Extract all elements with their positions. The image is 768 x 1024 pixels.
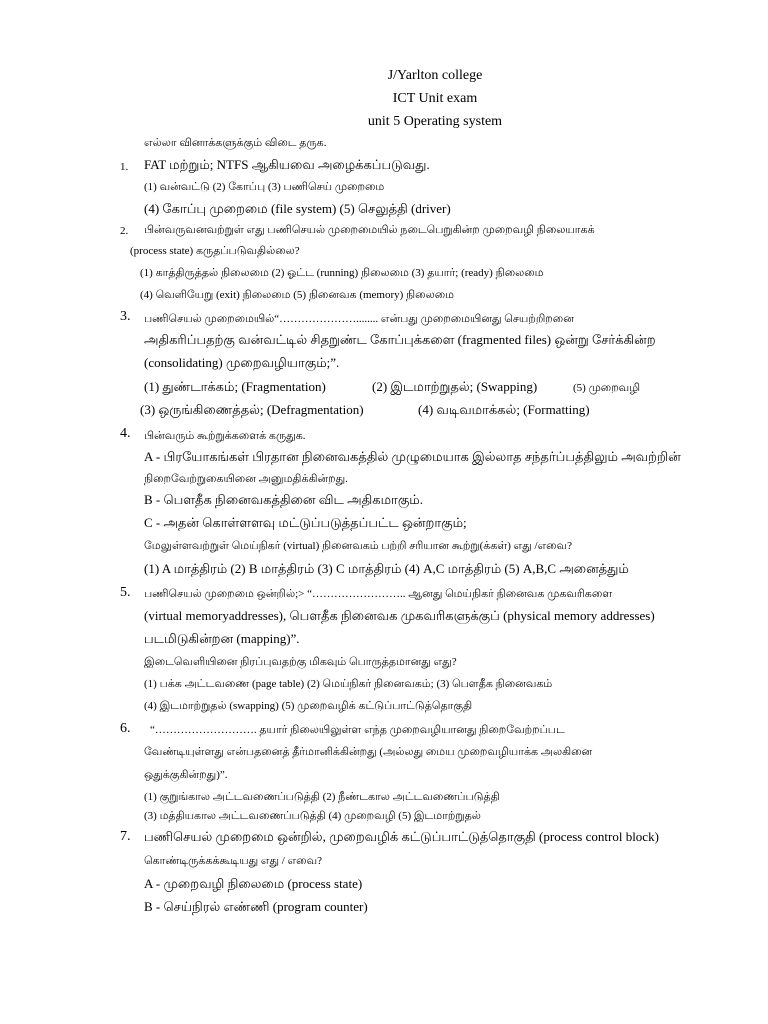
exam-title: ICT Unit exam — [392, 91, 478, 106]
q3-option-4: (4) வடிவமாக்கல்; (Formatting) — [418, 402, 590, 417]
q6-stem-line3: ஒதுக்குகின்றது)”. — [144, 769, 228, 781]
q1-options-a: (1) வன்வட்டு (2) கோப்பு (3) பணிசெய் முறைமை — [144, 181, 385, 193]
q7-item-a: A - முறைவழி நிலைமை (process state) — [144, 876, 363, 891]
q4-number: 4. — [120, 426, 131, 441]
q3-option-5: (5) முறைவழி — [573, 382, 641, 394]
q3-option-3: (3) ஒருங்கிணைத்தல்; (Defragmentation) — [140, 402, 364, 417]
q5-stem-line2: (virtual memoryaddresses), பௌதீக நினைவக முகவரிகளுக்குப் (physical memory addresses) — [144, 608, 655, 623]
q6-stem-line2: வேண்டியுள்ளது என்பதனைத் தீர்மானிக்கின்றது (அல்லது மைய முறைவழியாக்க அலகினை — [144, 746, 593, 758]
q2-number: 2. — [120, 225, 129, 237]
q6-number: 6. — [120, 721, 131, 736]
q7-number: 7. — [120, 829, 131, 844]
q7-item-b: B - செய்நிரல் எண்ணி (program counter) — [144, 899, 368, 914]
q3-number: 3. — [120, 309, 131, 324]
q2-options-a: (1) காத்திருத்தல் நிலைமை (2) ஓட்ட (running) நிலைமை (3) தயார்; (ready) நிலைமை — [140, 267, 544, 279]
college-name: J/Yarlton college — [387, 68, 483, 83]
instruction: எல்லா வினாக்களுக்கும் விடை தருக. — [144, 137, 327, 149]
q5-number: 5. — [120, 585, 131, 600]
q6-stem-line1: “………………………. தயார் நிலையிலுள்ள எந்த முறைவழியானது நிறைவேற்றப்பட — [150, 724, 565, 736]
q2-stem-line2: (process state) கருதப்படுவதில்லை? — [130, 245, 300, 257]
q1-options-b: (4) கோப்பு முறைமை (file system) (5) செலுத்தி (driver) — [144, 201, 451, 216]
q4-statement-a-line1: A - பிரயோகங்கள் பிரதான நினைவகத்தில் முழுமையாக இல்லாத சந்தர்ப்பத்திலும் அவற்றின் — [144, 449, 681, 464]
q3-stem-line3: (consolidating) முறைவழியாகும்;”. — [144, 355, 340, 370]
q4-statement-a-line2: நிறைவேற்றுகையினை அனுமதிக்கின்றது. — [144, 473, 348, 485]
q5-options-a: (1) பக்க அட்டவணை (page table) (2) மெய்நிகர் நினைவகம்; (3) பௌதீக நினைவகம் — [144, 678, 553, 690]
q4-statement-c: C - அதன் கொள்ளளவு மட்டுப்படுத்தப்பட்ட ஒன்றாகும்; — [144, 515, 467, 530]
q5-options-b: (4) இடமாற்றுதல் (swapping) (5) முறைவழிக் கட்டுப்பாட்டுத்தொகுதி — [144, 700, 473, 712]
q6-options-a: (1) குறுங்கால அட்டவணைப்படுத்தி (2) நீண்டகால அட்டவணைப்படுத்தி — [144, 791, 500, 803]
q4-options: (1) A மாத்திரம் (2) B மாத்திரம் (3) C மாத்திரம் (4) A,C மாத்திரம் (5) A,B,C அனைத்தும் — [144, 561, 629, 576]
q2-options-b: (4) வெளியேறு (exit) நிலைமை (5) நினைவக (memory) நிலைமை — [140, 289, 454, 301]
q5-stem-line1: பணிசெயல் முறைமை ஒன்றில்;> “…………………….. ஆனது மெய்நிகர் நினைவக முகவரிகளை — [144, 588, 613, 600]
q4-statement-b: B - பௌதீக நினைவகத்தினை விட அதிகமாகும். — [144, 492, 424, 507]
q4-stem: பின்வரும் கூற்றுக்களைக் கருதுக. — [144, 430, 306, 442]
q3-option-2: (2) இடமாற்றுதல்; (Swapping) — [372, 379, 538, 394]
q2-stem-line1: பின்வருவனவற்றுள் எது பணிசெயல் முறைமையில் நடைபெறுகின்ற முறைவழி நிலையாகக் — [144, 224, 595, 236]
q1-stem: FAT மற்றும்; NTFS ஆகியவை அழைக்கப்படுவது. — [144, 157, 430, 172]
q5-stem-line3: படமிடுகின்றன (mapping)”. — [144, 631, 300, 646]
q6-options-b: (3) மத்தியகால அட்டவணைப்படுத்தி (4) முறைவழி (5) இடமாற்றுதல் — [144, 810, 481, 822]
unit-title: unit 5 Operating system — [367, 114, 503, 129]
q7-stem-line1: பணிசெயல் முறைமை ஒன்றில், முறைவழிக் கட்டுப்பாட்டுத்தொகுதி (process control block) — [144, 829, 659, 844]
q3-stem-line2: அதிகரிப்பதற்கு வன்வட்டில் சிதறுண்ட கோப்புக்களை (fragmented files) ஒன்று சேர்க்கின்ற — [144, 332, 656, 347]
q7-stem-line2: கொண்டிருக்கக்கூடியது எது / எவை? — [144, 855, 322, 867]
q3-stem-line1: பணிசெயல் முறைமையில்“…………………........ என்பது முறைமையினது செயற்றிறனை — [144, 313, 574, 325]
q3-option-1: (1) துண்டாக்கம்; (Fragmentation) — [144, 379, 326, 394]
q4-question: மேலுள்ளவற்றுள் மெய்நிகர் (virtual) நினைவகம் பற்றி சரியான கூற்று(க்கள்) எது /எவை? — [144, 540, 572, 552]
q1-number: 1. — [120, 161, 129, 173]
q5-question: இடைவெளியினை நிரப்புவதற்கு மிகவும் பொருத்தமானது எது? — [144, 656, 457, 668]
